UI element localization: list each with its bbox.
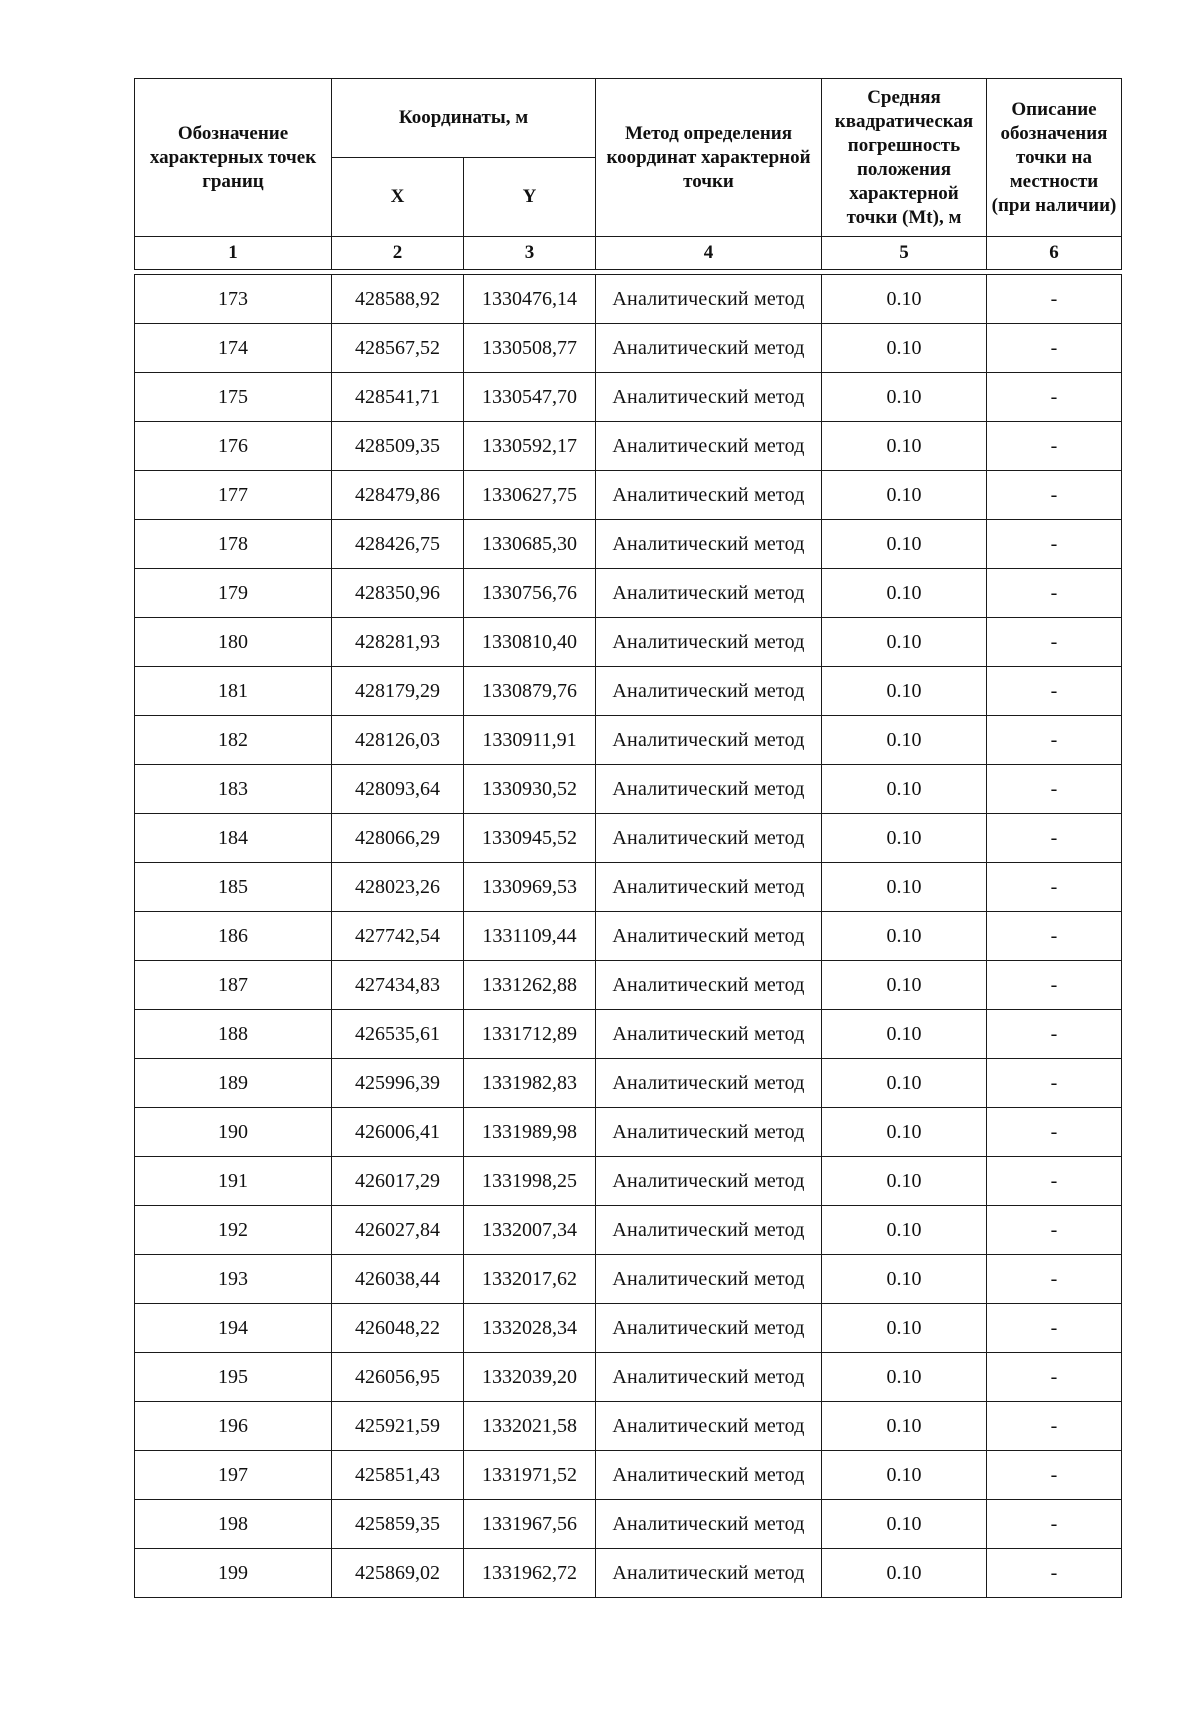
cell-point: 186 — [135, 912, 332, 961]
table-row — [135, 1255, 1122, 1304]
cell-point: 175 — [135, 373, 332, 422]
cell-mean-error: 0.10 — [822, 716, 987, 765]
cell-mean-error: 0.10 — [822, 1157, 987, 1206]
table-row — [135, 814, 1122, 863]
cell-description: - — [987, 765, 1122, 814]
cell-method: Аналитический метод — [596, 1549, 822, 1598]
cell-description: - — [987, 912, 1122, 961]
cell-mean-error: 0.10 — [822, 324, 987, 373]
cell-point: 176 — [135, 422, 332, 471]
cell-y: 1330969,53 — [464, 863, 596, 912]
cell-point: 181 — [135, 667, 332, 716]
cell-description: - — [987, 1059, 1122, 1108]
cell-x: 428541,71 — [332, 373, 464, 422]
cell-method: Аналитический метод — [596, 275, 822, 324]
cell-method: Аналитический метод — [596, 373, 822, 422]
cell-mean-error: 0.10 — [822, 1010, 987, 1059]
header-description — [987, 79, 1122, 237]
cell-method: Аналитический метод — [596, 324, 822, 373]
cell-x: 428179,29 — [332, 667, 464, 716]
cell-y: 1332007,34 — [464, 1206, 596, 1255]
column-number-4: 4 — [596, 237, 822, 270]
coordinates-table — [134, 78, 1122, 1598]
cell-x: 425851,43 — [332, 1451, 464, 1500]
cell-x: 428426,75 — [332, 520, 464, 569]
cell-description: - — [987, 1108, 1122, 1157]
cell-description: - — [987, 618, 1122, 667]
cell-description: - — [987, 716, 1122, 765]
table-row — [135, 1353, 1122, 1402]
column-number-1: 1 — [135, 237, 332, 270]
cell-x: 426535,61 — [332, 1010, 464, 1059]
table-row — [135, 422, 1122, 471]
cell-description: - — [987, 1010, 1122, 1059]
cell-point: 199 — [135, 1549, 332, 1598]
header-description-label: Описание обозначения точки на местности (при наличии) — [991, 98, 1117, 216]
cell-description: - — [987, 1353, 1122, 1402]
cell-mean-error: 0.10 — [822, 814, 987, 863]
cell-y: 1332028,34 — [464, 1304, 596, 1353]
table-row — [135, 1059, 1122, 1108]
table-row — [135, 1451, 1122, 1500]
table-row — [135, 1206, 1122, 1255]
cell-method: Аналитический метод — [596, 863, 822, 912]
cell-point: 177 — [135, 471, 332, 520]
cell-method: Аналитический метод — [596, 765, 822, 814]
cell-y: 1332039,20 — [464, 1353, 596, 1402]
cell-y: 1330945,52 — [464, 814, 596, 863]
cell-point: 173 — [135, 275, 332, 324]
cell-mean-error: 0.10 — [822, 1353, 987, 1402]
cell-x: 427742,54 — [332, 912, 464, 961]
cell-mean-error: 0.10 — [822, 520, 987, 569]
cell-y: 1331982,83 — [464, 1059, 596, 1108]
cell-method: Аналитический метод — [596, 1500, 822, 1549]
header-y: Y — [464, 158, 596, 237]
cell-mean-error: 0.10 — [822, 961, 987, 1010]
table-row — [135, 716, 1122, 765]
header-mean-error — [822, 79, 987, 237]
cell-x: 425996,39 — [332, 1059, 464, 1108]
cell-method: Аналитический метод — [596, 618, 822, 667]
cell-mean-error: 0.10 — [822, 912, 987, 961]
cell-y: 1330547,70 — [464, 373, 596, 422]
table-row — [135, 373, 1122, 422]
cell-description: - — [987, 1157, 1122, 1206]
cell-point: 179 — [135, 569, 332, 618]
cell-mean-error: 0.10 — [822, 1206, 987, 1255]
cell-point: 178 — [135, 520, 332, 569]
cell-point: 190 — [135, 1108, 332, 1157]
cell-x: 428281,93 — [332, 618, 464, 667]
cell-x: 426056,95 — [332, 1353, 464, 1402]
cell-y: 1332017,62 — [464, 1255, 596, 1304]
cell-x: 426027,84 — [332, 1206, 464, 1255]
cell-description: - — [987, 1402, 1122, 1451]
cell-method: Аналитический метод — [596, 667, 822, 716]
cell-point: 197 — [135, 1451, 332, 1500]
table-row — [135, 1402, 1122, 1451]
cell-point: 194 — [135, 1304, 332, 1353]
column-number-5: 5 — [822, 237, 987, 270]
cell-y: 1331712,89 — [464, 1010, 596, 1059]
cell-x: 425921,59 — [332, 1402, 464, 1451]
cell-y: 1330627,75 — [464, 471, 596, 520]
cell-x: 426048,22 — [332, 1304, 464, 1353]
header-method-label: Метод определения координат характерной точки — [606, 122, 811, 192]
table-row — [135, 618, 1122, 667]
cell-mean-error: 0.10 — [822, 765, 987, 814]
cell-point: 174 — [135, 324, 332, 373]
cell-point: 183 — [135, 765, 332, 814]
cell-method: Аналитический метод — [596, 912, 822, 961]
header-mean-error-label: Средняя квадратическая погрешность положения характерной точки (Mt), м — [834, 86, 974, 228]
cell-x: 428479,86 — [332, 471, 464, 520]
cell-point: 191 — [135, 1157, 332, 1206]
cell-x: 428066,29 — [332, 814, 464, 863]
cell-mean-error: 0.10 — [822, 1059, 987, 1108]
cell-x: 428093,64 — [332, 765, 464, 814]
table-row — [135, 324, 1122, 373]
cell-y: 1330685,30 — [464, 520, 596, 569]
header-point-designation-label: Обозначение характерных точек границ — [149, 122, 317, 192]
header-point-designation — [135, 79, 332, 237]
cell-mean-error: 0.10 — [822, 275, 987, 324]
cell-method: Аналитический метод — [596, 1059, 822, 1108]
header-coordinates-label: Координаты, м — [398, 107, 529, 128]
header-column-numbers — [135, 237, 1122, 270]
cell-mean-error: 0.10 — [822, 569, 987, 618]
cell-y: 1330756,76 — [464, 569, 596, 618]
cell-method: Аналитический метод — [596, 471, 822, 520]
cell-description: - — [987, 1500, 1122, 1549]
header-x: X — [332, 158, 464, 237]
cell-point: 185 — [135, 863, 332, 912]
cell-point: 184 — [135, 814, 332, 863]
table-row — [135, 1304, 1122, 1353]
cell-method: Аналитический метод — [596, 1353, 822, 1402]
cell-method: Аналитический метод — [596, 1206, 822, 1255]
cell-x: 426017,29 — [332, 1157, 464, 1206]
cell-description: - — [987, 863, 1122, 912]
table-row — [135, 1549, 1122, 1598]
table-header — [135, 79, 1122, 275]
cell-point: 195 — [135, 1353, 332, 1402]
cell-description: - — [987, 275, 1122, 324]
cell-method: Аналитический метод — [596, 422, 822, 471]
cell-point: 196 — [135, 1402, 332, 1451]
cell-point: 192 — [135, 1206, 332, 1255]
cell-description: - — [987, 1255, 1122, 1304]
cell-y: 1331998,25 — [464, 1157, 596, 1206]
cell-method: Аналитический метод — [596, 1304, 822, 1353]
cell-x: 425869,02 — [332, 1549, 464, 1598]
cell-mean-error: 0.10 — [822, 863, 987, 912]
cell-method: Аналитический метод — [596, 1255, 822, 1304]
table-row — [135, 275, 1122, 324]
table-body — [135, 275, 1122, 1598]
cell-method: Аналитический метод — [596, 569, 822, 618]
table-row — [135, 1108, 1122, 1157]
cell-y: 1330930,52 — [464, 765, 596, 814]
cell-method: Аналитический метод — [596, 814, 822, 863]
cell-description: - — [987, 422, 1122, 471]
cell-x: 428567,52 — [332, 324, 464, 373]
cell-method: Аналитический метод — [596, 520, 822, 569]
table-row — [135, 1500, 1122, 1549]
cell-x: 428023,26 — [332, 863, 464, 912]
cell-y: 1330592,17 — [464, 422, 596, 471]
coordinates-table-sheet — [134, 78, 1121, 1598]
cell-mean-error: 0.10 — [822, 618, 987, 667]
cell-y: 1332021,58 — [464, 1402, 596, 1451]
cell-method: Аналитический метод — [596, 1010, 822, 1059]
cell-description: - — [987, 520, 1122, 569]
cell-point: 182 — [135, 716, 332, 765]
cell-x: 428588,92 — [332, 275, 464, 324]
cell-description: - — [987, 471, 1122, 520]
column-number-3: 3 — [464, 237, 596, 270]
cell-description: - — [987, 1451, 1122, 1500]
cell-description: - — [987, 569, 1122, 618]
cell-point: 193 — [135, 1255, 332, 1304]
cell-description: - — [987, 1304, 1122, 1353]
header-coordinates — [332, 79, 596, 158]
cell-mean-error: 0.10 — [822, 667, 987, 716]
cell-method: Аналитический метод — [596, 1402, 822, 1451]
cell-y: 1331967,56 — [464, 1500, 596, 1549]
cell-x: 428509,35 — [332, 422, 464, 471]
cell-method: Аналитический метод — [596, 961, 822, 1010]
cell-mean-error: 0.10 — [822, 471, 987, 520]
cell-description: - — [987, 961, 1122, 1010]
cell-x: 428350,96 — [332, 569, 464, 618]
cell-description: - — [987, 814, 1122, 863]
header-method — [596, 79, 822, 237]
cell-method: Аналитический метод — [596, 1451, 822, 1500]
table-row — [135, 863, 1122, 912]
table-row — [135, 569, 1122, 618]
table-row — [135, 1010, 1122, 1059]
cell-y: 1330911,91 — [464, 716, 596, 765]
cell-x: 428126,03 — [332, 716, 464, 765]
cell-method: Аналитический метод — [596, 1157, 822, 1206]
cell-description: - — [987, 1206, 1122, 1255]
cell-mean-error: 0.10 — [822, 1304, 987, 1353]
cell-mean-error: 0.10 — [822, 1549, 987, 1598]
table-row — [135, 961, 1122, 1010]
cell-y: 1330508,77 — [464, 324, 596, 373]
cell-y: 1330810,40 — [464, 618, 596, 667]
table-row — [135, 765, 1122, 814]
cell-method: Аналитический метод — [596, 1108, 822, 1157]
cell-mean-error: 0.10 — [822, 422, 987, 471]
column-number-2: 2 — [332, 237, 464, 270]
cell-description: - — [987, 373, 1122, 422]
cell-point: 180 — [135, 618, 332, 667]
cell-method: Аналитический метод — [596, 716, 822, 765]
table-row — [135, 912, 1122, 961]
cell-y: 1331971,52 — [464, 1451, 596, 1500]
cell-y: 1330476,14 — [464, 275, 596, 324]
table-row — [135, 471, 1122, 520]
cell-mean-error: 0.10 — [822, 1451, 987, 1500]
cell-y: 1331262,88 — [464, 961, 596, 1010]
cell-mean-error: 0.10 — [822, 1500, 987, 1549]
cell-y: 1331109,44 — [464, 912, 596, 961]
cell-point: 187 — [135, 961, 332, 1010]
cell-x: 425859,35 — [332, 1500, 464, 1549]
cell-mean-error: 0.10 — [822, 373, 987, 422]
cell-x: 426006,41 — [332, 1108, 464, 1157]
cell-description: - — [987, 667, 1122, 716]
cell-point: 188 — [135, 1010, 332, 1059]
cell-description: - — [987, 324, 1122, 373]
cell-x: 426038,44 — [332, 1255, 464, 1304]
table-row — [135, 520, 1122, 569]
cell-y: 1331989,98 — [464, 1108, 596, 1157]
cell-mean-error: 0.10 — [822, 1255, 987, 1304]
cell-mean-error: 0.10 — [822, 1108, 987, 1157]
cell-y: 1330879,76 — [464, 667, 596, 716]
cell-x: 427434,83 — [332, 961, 464, 1010]
table-row — [135, 667, 1122, 716]
cell-mean-error: 0.10 — [822, 1402, 987, 1451]
cell-point: 198 — [135, 1500, 332, 1549]
cell-description: - — [987, 1549, 1122, 1598]
column-number-6: 6 — [987, 237, 1122, 270]
cell-y: 1331962,72 — [464, 1549, 596, 1598]
cell-point: 189 — [135, 1059, 332, 1108]
table-row — [135, 1157, 1122, 1206]
